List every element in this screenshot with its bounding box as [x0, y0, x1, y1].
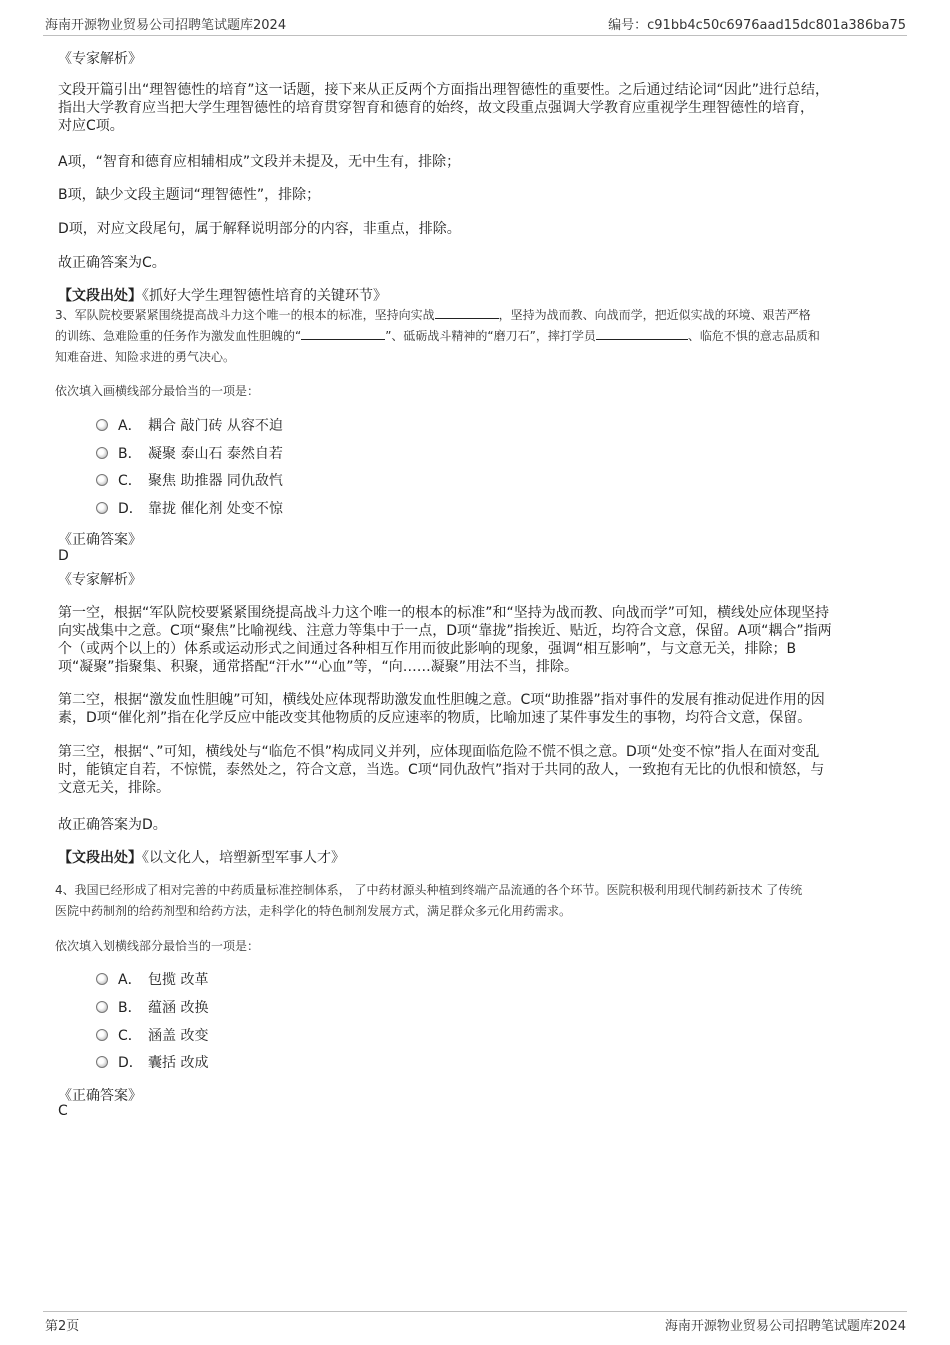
radio-icon[interactable] [96, 474, 108, 486]
q4-option-c[interactable]: C． 涵盖 改变 [96, 1026, 208, 1046]
expert-analysis-label: 《专家解析》 [58, 572, 142, 588]
answer-value: D [58, 548, 69, 564]
q4-option-b[interactable]: B． 蕴涵 改换 [96, 998, 208, 1018]
radio-icon[interactable] [96, 419, 108, 431]
source-line [58, 847, 345, 867]
footer-title: 海南开源物业贸易公司招聘笔试题库2024 [664, 1319, 906, 1334]
radio-icon[interactable] [96, 973, 108, 985]
conclusion: 故正确答案为C。 [58, 255, 166, 271]
analysis-paragraph: 文段开篇引出“理智德性的培育”这一话题，接下来从正反两个方面指出理智德性的重要性。之后通过结论词“因此”进行总结， 指出大学教育应当把大学生理智德性的培育贯穿智育和德育的始终，故文段重点强调大学教育应重视学生理智德性的培育， 对应C项。 [58, 82, 830, 134]
radio-icon[interactable] [96, 1001, 108, 1013]
q3-option-c[interactable]: C． 聚焦 助推器 同仇敌忾 [96, 471, 283, 491]
question-4-text: 4、我国已经形成了相对完善的中药质量标准控制体系， 了中药材源头种植到终端产品流通的各个环节。医院积极利用现代制药新技术 了传统 医院中药制剂的给药剂型和给药方法，走科学化的特色制剂发展方式，满足群众多元化用药需求。 [55, 883, 803, 918]
radio-icon[interactable] [96, 1029, 108, 1041]
source-line [58, 285, 387, 305]
question-3-prompt: 依次填入画横线部分最恰当的一项是： [55, 384, 260, 398]
source-label: 【文段出处】 [58, 850, 142, 866]
footer-rule [43, 1311, 907, 1312]
option-b-analysis: B项，缺少文段主题词“理智德性”，排除； [58, 187, 321, 203]
source-title: 《抓好大学生理智德性培育的关键环节》 [142, 288, 387, 304]
answer-label: 《正确答案》 [58, 1088, 142, 1104]
option-a-analysis: A项，“智育和德育应相辅相成”文段并未提及，无中生有，排除； [58, 154, 461, 170]
q4-option-a[interactable]: A． 包揽 改革 [96, 970, 208, 990]
question-3-text: 3、军队院校要紧紧围绕提高战斗力这个唯一的根本的标准，坚持向实战 ，坚持为战而教、向战而学，把近似实战的环境、艰苦严格 的训练、急难险重的任务作为激发血性胆魄的“ ”、砥砺战斗精神的“磨刀石”，摔打学员 、临危不惧的意志品质和 知难奋进、知险求进的勇气决心。 [55, 305, 895, 368]
expert-analysis-label: 《专家解析》 [58, 51, 142, 67]
page-number: 第2页 [45, 1319, 80, 1334]
radio-icon[interactable] [96, 447, 108, 459]
analysis-paragraph-3: 第三空，根据“、”可知，横线处与“临危不惧”构成同义并列，应体现面临危险不慌不惧之意。D项“处变不惊”指人在面对变乱 时，能镇定自若，不惊慌，泰然处之，符合文意，当选。C项“同仇敌忾”指对于共同的敌人，一致抱有无比的仇恨和愤怒，与 文意无关，排除。 [58, 744, 825, 796]
source-title: 《以文化人，培塑新型军事人才》 [142, 850, 345, 866]
header-rule [43, 35, 907, 36]
document-code: 编号：c91bb4c50c6976aad15dc801a386ba75 [608, 18, 906, 33]
answer-label: 《正确答案》 [58, 532, 142, 548]
blank-3 [596, 326, 688, 340]
q3-option-b[interactable]: B． 凝聚 泰山石 泰然自若 [96, 444, 283, 464]
source-label: 【文段出处】 [58, 288, 142, 304]
blank-2 [301, 326, 385, 340]
q3-option-d[interactable]: D． 靠拢 催化剂 处变不惊 [96, 499, 283, 519]
option-d-analysis: D项，对应文段尾句，属于解释说明部分的内容，非重点，排除。 [58, 221, 461, 237]
conclusion: 故正确答案为D。 [58, 817, 167, 833]
q3-option-a[interactable]: A． 耦合 敲门砖 从容不迫 [96, 416, 283, 436]
answer-value: C [58, 1103, 68, 1119]
radio-icon[interactable] [96, 1056, 108, 1068]
analysis-paragraph-1: 第一空，根据“军队院校要紧紧围绕提高战斗力这个唯一的根本的标准”和“坚持为战而教、向战而学”可知，横线处应体现坚持 向实战集中之意。C项“聚焦”比喻视线、注意力等集中于一点，D项“靠拢”指挨近、贴近，均符合文意，保留。A项“耦合”指两 个（或两个以上的）体系或运动形式之间通过各种相互作用而彼此影响的现象，强调“相互影响”，与文意无关，排除；B 项“凝聚”指聚集、积聚，通常搭配“汗水”“心血”等，“向……凝聚”用法不当，排除。 [58, 605, 832, 675]
analysis-paragraph-2: 第二空，根据“激发血性胆魄”可知，横线处应体现帮助激发血性胆魄之意。C项“助推器”指对事件的发展有推动促进作用的因 素，D项“催化剂”指在化学反应中能改变其他物质的反应速率的物质，比喻加速了某件事发生的事物，均符合文意，保留。 [58, 692, 825, 726]
question-4-prompt: 依次填入划横线部分最恰当的一项是： [55, 939, 260, 953]
header-title: 海南开源物业贸易公司招聘笔试题库2024 [45, 18, 287, 33]
q4-option-d[interactable]: D． 囊括 改成 [96, 1053, 208, 1073]
radio-icon[interactable] [96, 502, 108, 514]
blank-1 [435, 305, 499, 319]
